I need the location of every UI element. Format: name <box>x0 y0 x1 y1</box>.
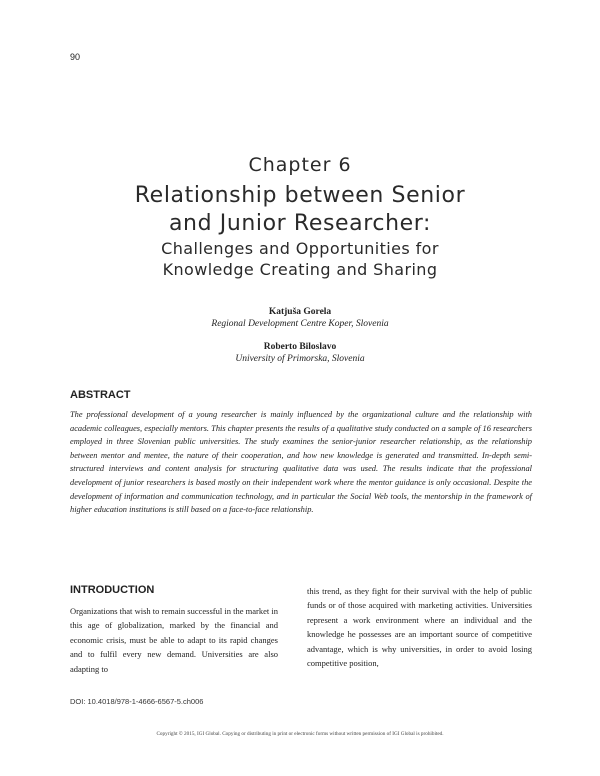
abstract-text: The professional development of a young researcher is mainly influenced by the organizational culture and the relationship with academic colleagues, especially mentors. This chapter presents the results of a qualitative study conducted on a sample of 16 researchers employed in three Slovenian public universities. The study examines the senior-junior researcher relationship, as the relationship between mentor and mentee, the nature of their cooperation, and how new knowledge is generated and transmitted. In-depth semi-structured interviews and content analysis for structuring qualitative data was used. The results indicate that the professional development of junior researchers is based mostly on their independent work where the mentor guidance is only occasional. Despite the development of information and communication technology, and in particular the Social Web tools, the mentorship in the framework of higher education institutions is still based on a face-to-face relationship. <box>70 410 532 515</box>
introduction-left-column: Organizations that wish to remain successful in the market in this age of globalization, marked by the financial and economic crisis, must be able to adapt to its rapid changes and to fulfil every new demand. Universities are also adapting to <box>70 606 278 674</box>
chapter-title-line-2: and Junior Researcher: <box>168 211 432 236</box>
chapter-subtitle-line-2: Knowledge Creating and Sharing <box>162 260 438 279</box>
author-name: Roberto Biloslavo <box>263 342 337 352</box>
chapter-title <box>0 182 600 238</box>
author-affiliation: University of Primorska, Slovenia <box>235 354 365 364</box>
chapter-label: Chapter 6 <box>248 154 352 176</box>
page-number: 90 <box>70 52 81 62</box>
author-block-2 <box>0 341 600 365</box>
chapter-title-line-1: Relationship between Senior <box>134 183 466 208</box>
introduction-right-column: this trend, as they fight for their survival with the help of public funds or of those acquired with marketing activities. Universities represent a work environment where an individual and the knowledge he possesses are an important source of competitive advantage, which is why universities, in order to avoid losing competitive position, <box>307 586 532 669</box>
doi-line: DOI: 10.4018/978-1-4666-6567-5.ch006 <box>70 697 204 706</box>
chapter-subtitle-line-1: Challenges and Opportunities for <box>161 239 439 258</box>
author-block-1 <box>0 306 600 330</box>
introduction-heading: INTRODUCTION <box>70 584 155 596</box>
copyright-notice: Copyright © 2015, IGI Global. Copying or distributing in print or electronic forms without written permission of IGI Global is prohibited. <box>156 731 444 737</box>
author-name: Katjuša Gorela <box>268 307 332 317</box>
author-affiliation: Regional Development Centre Koper, Slovenia <box>211 319 389 329</box>
chapter-subtitle <box>0 238 600 280</box>
abstract-heading: ABSTRACT <box>70 389 131 401</box>
